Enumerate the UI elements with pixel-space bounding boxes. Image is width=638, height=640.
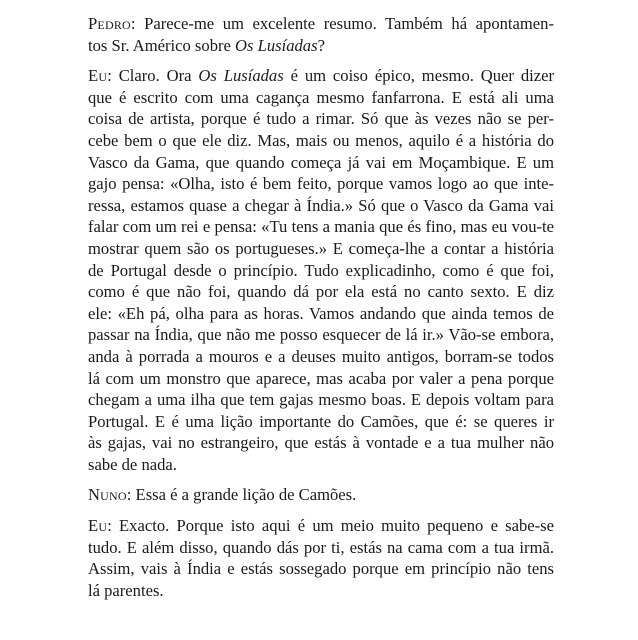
- text-line: cebe bem o que ele diz. Mas, mais ou menos, aquilo é a história do: [88, 130, 554, 150]
- document-page: [88, 13, 554, 610]
- text-line: Assim, vais à Índia e estás sossegado porque em princípio não tens: [88, 559, 554, 579]
- speaker-name: Nuno: [88, 485, 127, 505]
- text-line: Nuno: Essa é a grande lição de Camões.: [88, 485, 357, 505]
- text-line: Eu: Claro. Ora Os Lusíadas é um coiso épico, mesmo. Quer dizer: [88, 66, 555, 86]
- text-line: ressa, estamos quase a chegar à Índia.» Só que o Vasco da Gama vai: [88, 195, 554, 215]
- dialogue-paragraph: [88, 65, 554, 475]
- speaker-name: Eu: [88, 516, 108, 536]
- text-line: lá parentes.: [88, 580, 164, 600]
- text-line: tudo. E além disso, quando dás por ti, estás na cama com a tua irmã.: [88, 537, 554, 557]
- text-line: de Portugal desde o princípio. Tudo explicadinho, como é que foi,: [88, 260, 554, 280]
- text-line: mostrar quem são os portugueses.» E começa-lhe a contar a história: [88, 238, 554, 258]
- speaker-name: Pedro: [88, 14, 131, 33]
- text-line: gajo pensa: «Olha, isto é bem feito, porque vamos logo ao que inte-: [88, 174, 554, 194]
- text-line: Pedro: Parece-me um excelente resumo. Também há apontamen-: [88, 14, 554, 33]
- text-line: lá com um monstro que aparece, mas acaba por valer a pena porque: [88, 368, 554, 388]
- text-line: passar na Índia, que não me posso esquecer de lá ir.» Vão-se embora,: [88, 325, 554, 345]
- dialogue-paragraph: [88, 515, 554, 601]
- text-line: Eu: Exacto. Porque isto aqui é um meio muito pequeno e sabe-se: [88, 516, 554, 536]
- text-line: tos Sr. Américo sobre Os Lusíadas?: [88, 35, 325, 55]
- dialogue-paragraph: [88, 13, 554, 56]
- text-line: sabe de nada.: [88, 454, 177, 474]
- book-title: Os Lusíadas: [235, 35, 318, 55]
- text-line: falar com um rei e pensa: «Tu tens a mania que és fino, mas eu vou-te: [88, 217, 554, 237]
- book-title: Os Lusíadas: [198, 66, 284, 86]
- speaker-name: Eu: [88, 66, 108, 86]
- text-line: Portugal. E é uma lição importante do Camões, que é: se queres ir: [88, 411, 554, 431]
- text-line: que é escrito com uma cagança mesmo fanfarrona. E está ali uma: [88, 87, 554, 107]
- text-line: como é que não foi, quando dá por ela está no canto sexto. E diz: [88, 282, 554, 302]
- text-line: Vasco da Gama, que quando começa já vai em Moçambique. E um: [88, 152, 554, 172]
- text-line: coisa de artista, porque é tudo a rimar. Só que às vezes não se per-: [88, 109, 554, 129]
- dialogue-paragraph: [88, 484, 554, 506]
- text-line: às gajas, vai no estrangeiro, que estás à vontade e a tua mulher não: [88, 433, 554, 453]
- text-line: ele: «Eh pá, olha para as horas. Vamos andando que ainda temos de: [88, 303, 554, 323]
- text-line: chegam a uma ilha que tem gajas mesmo boas. E depois voltam para: [88, 390, 554, 410]
- text-line: anda à porrada a mouros e a deuses muito antigos, borram-se todos: [88, 346, 554, 366]
